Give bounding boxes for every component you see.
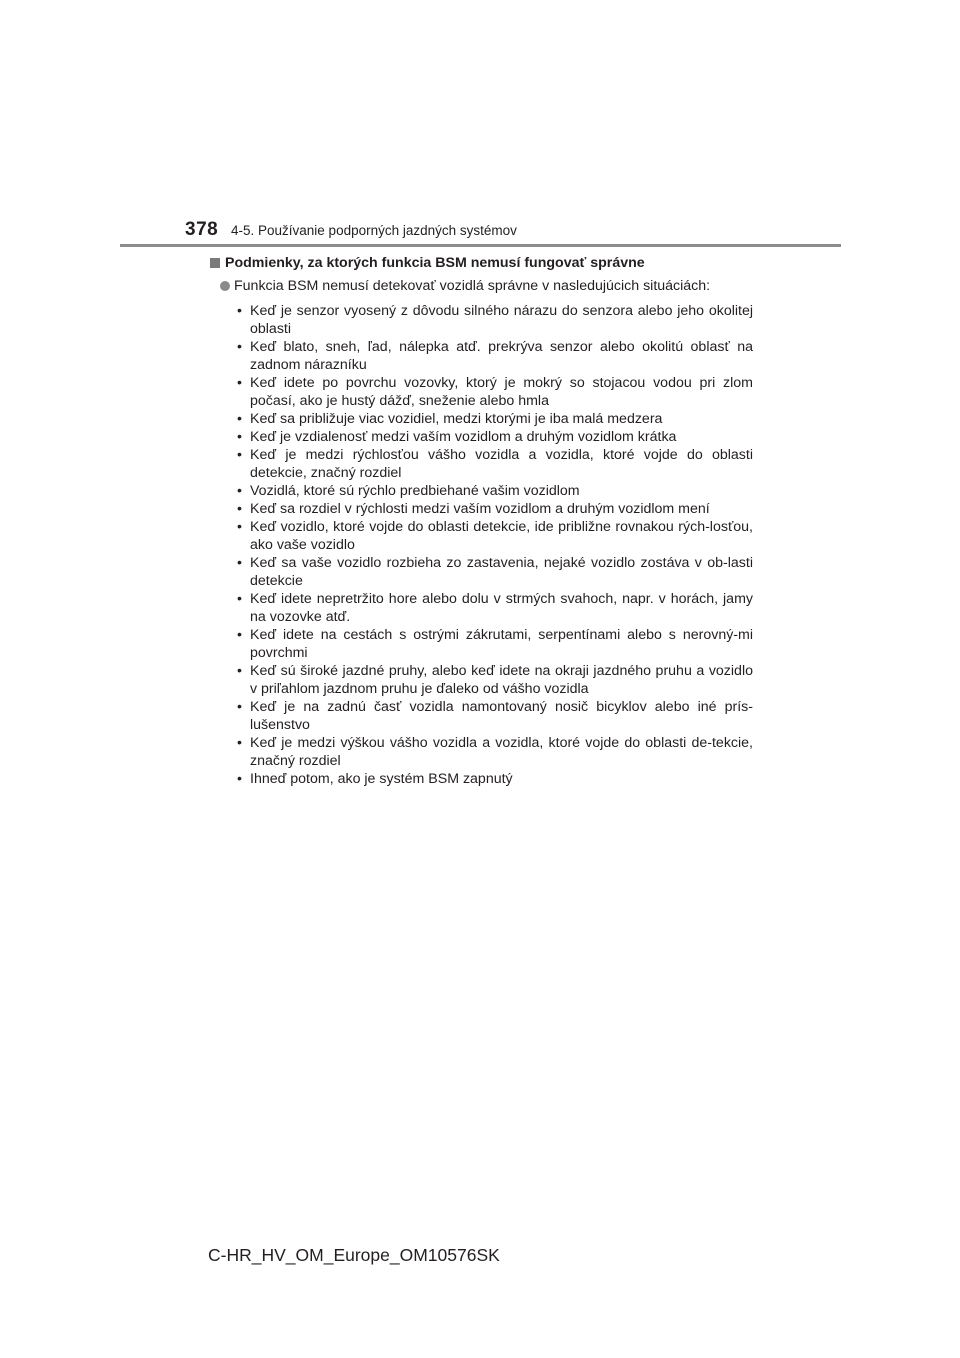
document-code: C-HR_HV_OM_Europe_OM10576SK — [208, 1245, 500, 1265]
list-item: • Keď idete po povrchu vozovky, ktorý je mokrý so stojacou vodou pri zlom počasí, ako je hustý dážď, sneženie alebo hmla — [237, 374, 753, 410]
main-content — [208, 254, 753, 788]
list-item: • Keď je na zadnú časť vozidla namontovaný nosič bicyklov alebo iné prís-lušenstvo — [237, 698, 753, 734]
condition-list — [208, 302, 753, 788]
header-rule — [120, 244, 841, 247]
list-item: • Keď je vzdialenosť medzi vaším vozidlom a druhým vozidlom krátka — [237, 428, 753, 446]
section-title: 4-5. Používanie podporných jazdných systémov — [231, 223, 517, 238]
square-bullet-icon — [210, 258, 220, 268]
dot-bullet-icon — [220, 281, 230, 291]
list-item: • Keď sú široké jazdné pruhy, alebo keď idete na okraji jazdného pruhu a vozidlo v priľahlom jazdnom pruhu je ďaleko od vášho vozidla — [237, 662, 753, 698]
heading-text: Podmienky, za ktorých funkcia BSM nemusí fungovať správne — [225, 255, 645, 271]
list-item: • Keď sa vaše vozidlo rozbieha zo zastavenia, nejaké vozidlo zostáva v ob-lasti detekcie — [237, 554, 753, 590]
intro-paragraph — [220, 277, 753, 295]
intro-text: Funkcia BSM nemusí detekovať vozidlá správne v nasledujúcich situáciách: — [234, 278, 711, 294]
list-item: • Ihneď potom, ako je systém BSM zapnutý — [237, 770, 753, 788]
list-item: • Keď vozidlo, ktoré vojde do oblasti detekcie, ide približne rovnakou rých-losťou, ako vaše vozidlo — [237, 518, 753, 554]
list-item: • Keď blato, sneh, ľad, nálepka atď. prekrýva senzor alebo okolitú oblasť na zadnom nárazníku — [237, 338, 753, 374]
list-item: • Keď je senzor vyosený z dôvodu silného nárazu do senzora alebo jeho okolitej oblasti — [237, 302, 753, 338]
section-heading — [210, 254, 753, 272]
list-item: • Vozidlá, ktoré sú rýchlo predbiehané vašim vozidlom — [237, 482, 753, 500]
page-number: 378 — [185, 219, 219, 240]
list-item: • Keď je medzi výškou vášho vozidla a vozidla, ktoré vojde do oblasti de-tekcie, značný rozdiel — [237, 734, 753, 770]
list-item: • Keď je medzi rýchlosťou vášho vozidla a vozidla, ktoré vojde do oblasti detekcie, značný rozdiel — [237, 446, 753, 482]
list-item: • Keď sa približuje viac vozidiel, medzi ktorými je iba malá medzera — [237, 410, 753, 428]
list-item: • Keď idete na cestách s ostrými zákrutami, serpentínami alebo s nerovný-mi povrchmi — [237, 626, 753, 662]
list-item: • Keď sa rozdiel v rýchlosti medzi vaším vozidlom a druhým vozidlom mení — [237, 500, 753, 518]
list-item: • Keď idete nepretržito hore alebo dolu v strmých svahoch, napr. v horách, jamy na vozovke atď. — [237, 590, 753, 626]
